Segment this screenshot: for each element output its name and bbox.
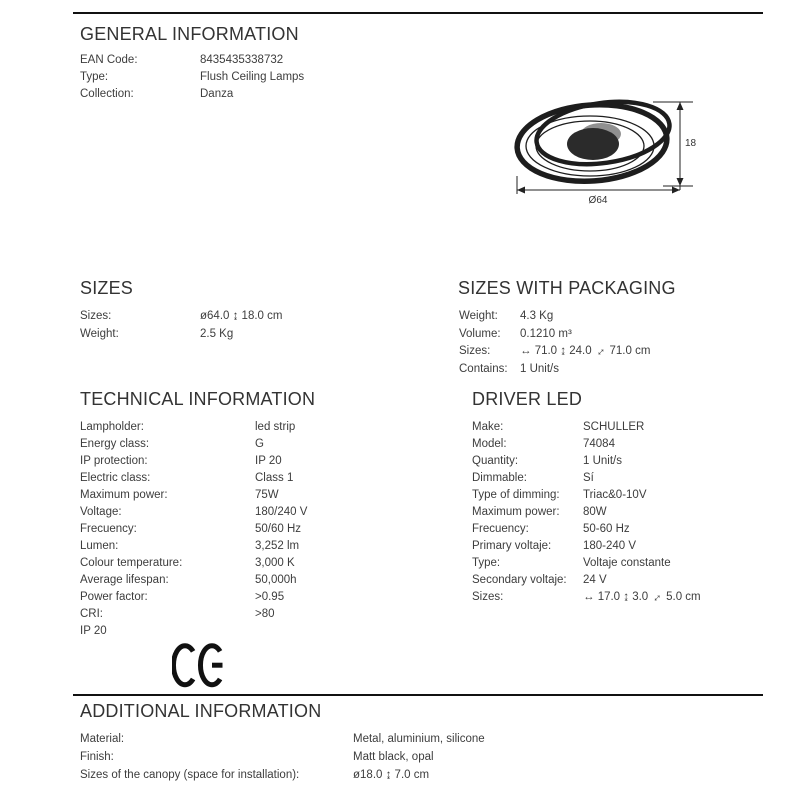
section-title-driver-led: DRIVER LED: [472, 389, 583, 409]
spec-row: [472, 504, 701, 521]
spec-label: Weight:: [80, 327, 119, 340]
spec-value: 50/60 Hz: [255, 523, 302, 535]
lamp-canopy: [567, 128, 619, 160]
spec-label: Finish:: [80, 751, 114, 763]
ce-mark-icon: [172, 642, 226, 689]
spec-row: [459, 343, 650, 361]
spec-row: [472, 453, 701, 470]
spec-label: Material:: [80, 733, 125, 745]
spec-label: Sizes:: [472, 591, 504, 603]
spec-label: Lampholder:: [80, 421, 144, 433]
spec-value: 180-240 V: [583, 540, 637, 552]
spec-row: [472, 470, 701, 487]
spec-value: 8435435338732: [200, 54, 284, 66]
spec-row: [472, 487, 701, 504]
spec-label: Frecuency:: [472, 523, 529, 535]
spec-value: 24 V: [583, 574, 607, 586]
spec-row: [80, 453, 307, 470]
spec-label: Average lifespan:: [80, 574, 169, 586]
spec-row: [472, 555, 701, 572]
section-sizes-rows: [80, 308, 282, 343]
diagonal-arrow-icon: ↔: [591, 343, 609, 360]
spec-row: [80, 555, 307, 572]
spec-value: Flush Ceiling Lamps: [200, 71, 305, 84]
height-dimension-label: 18: [685, 138, 697, 149]
spec-row: [459, 308, 650, 326]
spec-value: Danza: [200, 88, 234, 101]
spec-value: 74084: [583, 438, 615, 450]
spec-value: Class 1: [255, 472, 294, 484]
spec-row: [472, 521, 701, 538]
spec-label: Volume:: [459, 327, 501, 340]
spec-row: [80, 748, 485, 766]
arrow-left-icon: [517, 187, 525, 194]
spec-row: [80, 504, 307, 521]
spec-row: [80, 69, 304, 86]
product-dimension-drawing: [495, 88, 710, 210]
spec-value: IP 20: [255, 455, 282, 467]
section-title-additional: ADDITIONAL INFORMATION: [80, 701, 322, 721]
spec-row: [80, 52, 304, 69]
divider-top: [73, 12, 763, 14]
section-title-technical: TECHNICAL INFORMATION: [80, 389, 316, 409]
section-title-sizes-packaging: SIZES WITH PACKAGING: [458, 278, 676, 298]
spec-value: ↔ 17.0 ↨ 3.0 ↔ 5.0 cm: [583, 591, 701, 603]
section-title-general: GENERAL INFORMATION: [80, 24, 299, 44]
spec-label: Type:: [80, 71, 109, 84]
spec-row: [472, 436, 701, 453]
spec-label: Energy class:: [80, 438, 150, 450]
spec-label: Contains:: [459, 363, 508, 376]
spec-value: 1 Unit/s: [583, 455, 622, 467]
spec-label: Sizes of the canopy (space for installation):: [80, 769, 300, 781]
spec-value: 1 Unit/s: [520, 363, 559, 376]
section-sizes-packaging-rows: [459, 308, 650, 379]
spec-value: G: [255, 438, 264, 450]
spec-value: Metal, aluminium, silicone: [353, 733, 485, 745]
spec-label: Primary voltaje:: [472, 540, 552, 552]
spec-row: [80, 487, 307, 504]
spec-row: [80, 572, 307, 589]
spec-label: IP 20: [80, 625, 107, 637]
spec-label: Type:: [472, 557, 501, 569]
spec-row: [80, 538, 307, 555]
spec-value: 180/240 V: [255, 506, 308, 518]
spec-value: ø18.0 ↨ 7.0 cm: [353, 769, 430, 781]
section-additional-rows: [80, 730, 485, 784]
diameter-dimension-label: Ø64: [588, 195, 608, 206]
spec-label: Weight:: [459, 310, 498, 322]
section-driver-led-rows: [472, 419, 701, 606]
spec-label: Frecuency:: [80, 523, 137, 535]
section-technical-rows: [80, 419, 307, 640]
spec-label: Dimmable:: [472, 472, 527, 484]
spec-value: 2.5 Kg: [200, 327, 234, 340]
spec-row: [80, 419, 307, 436]
spec-row: [80, 730, 485, 748]
spec-row: [472, 419, 701, 436]
spec-value: led strip: [255, 421, 296, 433]
height-dimension: [653, 102, 697, 190]
section-general-rows: [80, 52, 304, 104]
spec-value: Matt black, opal: [353, 751, 434, 763]
spec-row: [80, 436, 307, 453]
spec-value: 0.1210 m³: [520, 327, 572, 340]
spec-row: [472, 589, 701, 606]
spec-row: [80, 521, 307, 538]
spec-label: EAN Code:: [80, 54, 138, 66]
spec-label: Quantity:: [472, 455, 519, 467]
spec-label: CRI:: [80, 608, 103, 620]
spec-label: Power factor:: [80, 591, 148, 603]
arrow-up-icon: [677, 102, 684, 110]
spec-row: [80, 326, 282, 344]
spec-value: 50,000h: [255, 574, 297, 586]
spec-value: >0.95: [255, 591, 285, 603]
spec-value: 3,000 K: [255, 557, 295, 569]
spec-row: [80, 606, 307, 623]
spec-row: [80, 623, 307, 640]
spec-row: [80, 589, 307, 606]
spec-value: Triac&0-10V: [583, 489, 647, 501]
spec-label: Collection:: [80, 88, 134, 101]
divider-additional: [73, 694, 763, 696]
spec-row: [459, 326, 650, 344]
spec-row: [459, 361, 650, 379]
spec-row: [80, 86, 304, 103]
section-title-sizes: SIZES: [80, 278, 134, 298]
spec-value: Sí: [583, 472, 594, 484]
spec-label: Sizes:: [459, 345, 491, 358]
spec-value: >80: [255, 608, 275, 620]
spec-row: [472, 572, 701, 589]
spec-row: [80, 470, 307, 487]
spec-label: Colour temperature:: [80, 557, 183, 569]
spec-label: Maximum power:: [80, 489, 168, 501]
spec-value: Voltaje constante: [583, 557, 671, 569]
spec-label: Maximum power:: [472, 506, 560, 518]
spec-value: ↔ 71.0 ↨ 24.0 ↔ 71.0 cm: [520, 345, 650, 357]
spec-label: Type of dimming:: [472, 489, 560, 501]
spec-row: [80, 766, 485, 784]
spec-label: IP protection:: [80, 455, 148, 467]
spec-value: 4.3 Kg: [520, 310, 554, 322]
spec-label: Make:: [472, 421, 504, 433]
spec-value: ø64.0 ↨ 18.0 cm: [200, 310, 283, 322]
spec-row: [80, 308, 282, 326]
arrow-down-icon: [677, 178, 684, 186]
spec-label: Sizes:: [80, 310, 112, 322]
diagonal-arrow-icon: ↔: [648, 588, 666, 606]
spec-label: Secondary voltaje:: [472, 574, 567, 586]
spec-row: [472, 538, 701, 555]
spec-value: 75W: [255, 489, 279, 501]
spec-value: 50-60 Hz: [583, 523, 630, 535]
spec-label: Model:: [472, 438, 507, 450]
spec-label: Electric class:: [80, 472, 151, 484]
spec-value: 80W: [583, 506, 607, 518]
arrow-right-icon: [672, 187, 680, 194]
spec-label: Voltage:: [80, 506, 122, 518]
spec-value: SCHULLER: [583, 421, 645, 433]
spec-label: Lumen:: [80, 540, 119, 552]
spec-value: 3,252 lm: [255, 540, 300, 552]
